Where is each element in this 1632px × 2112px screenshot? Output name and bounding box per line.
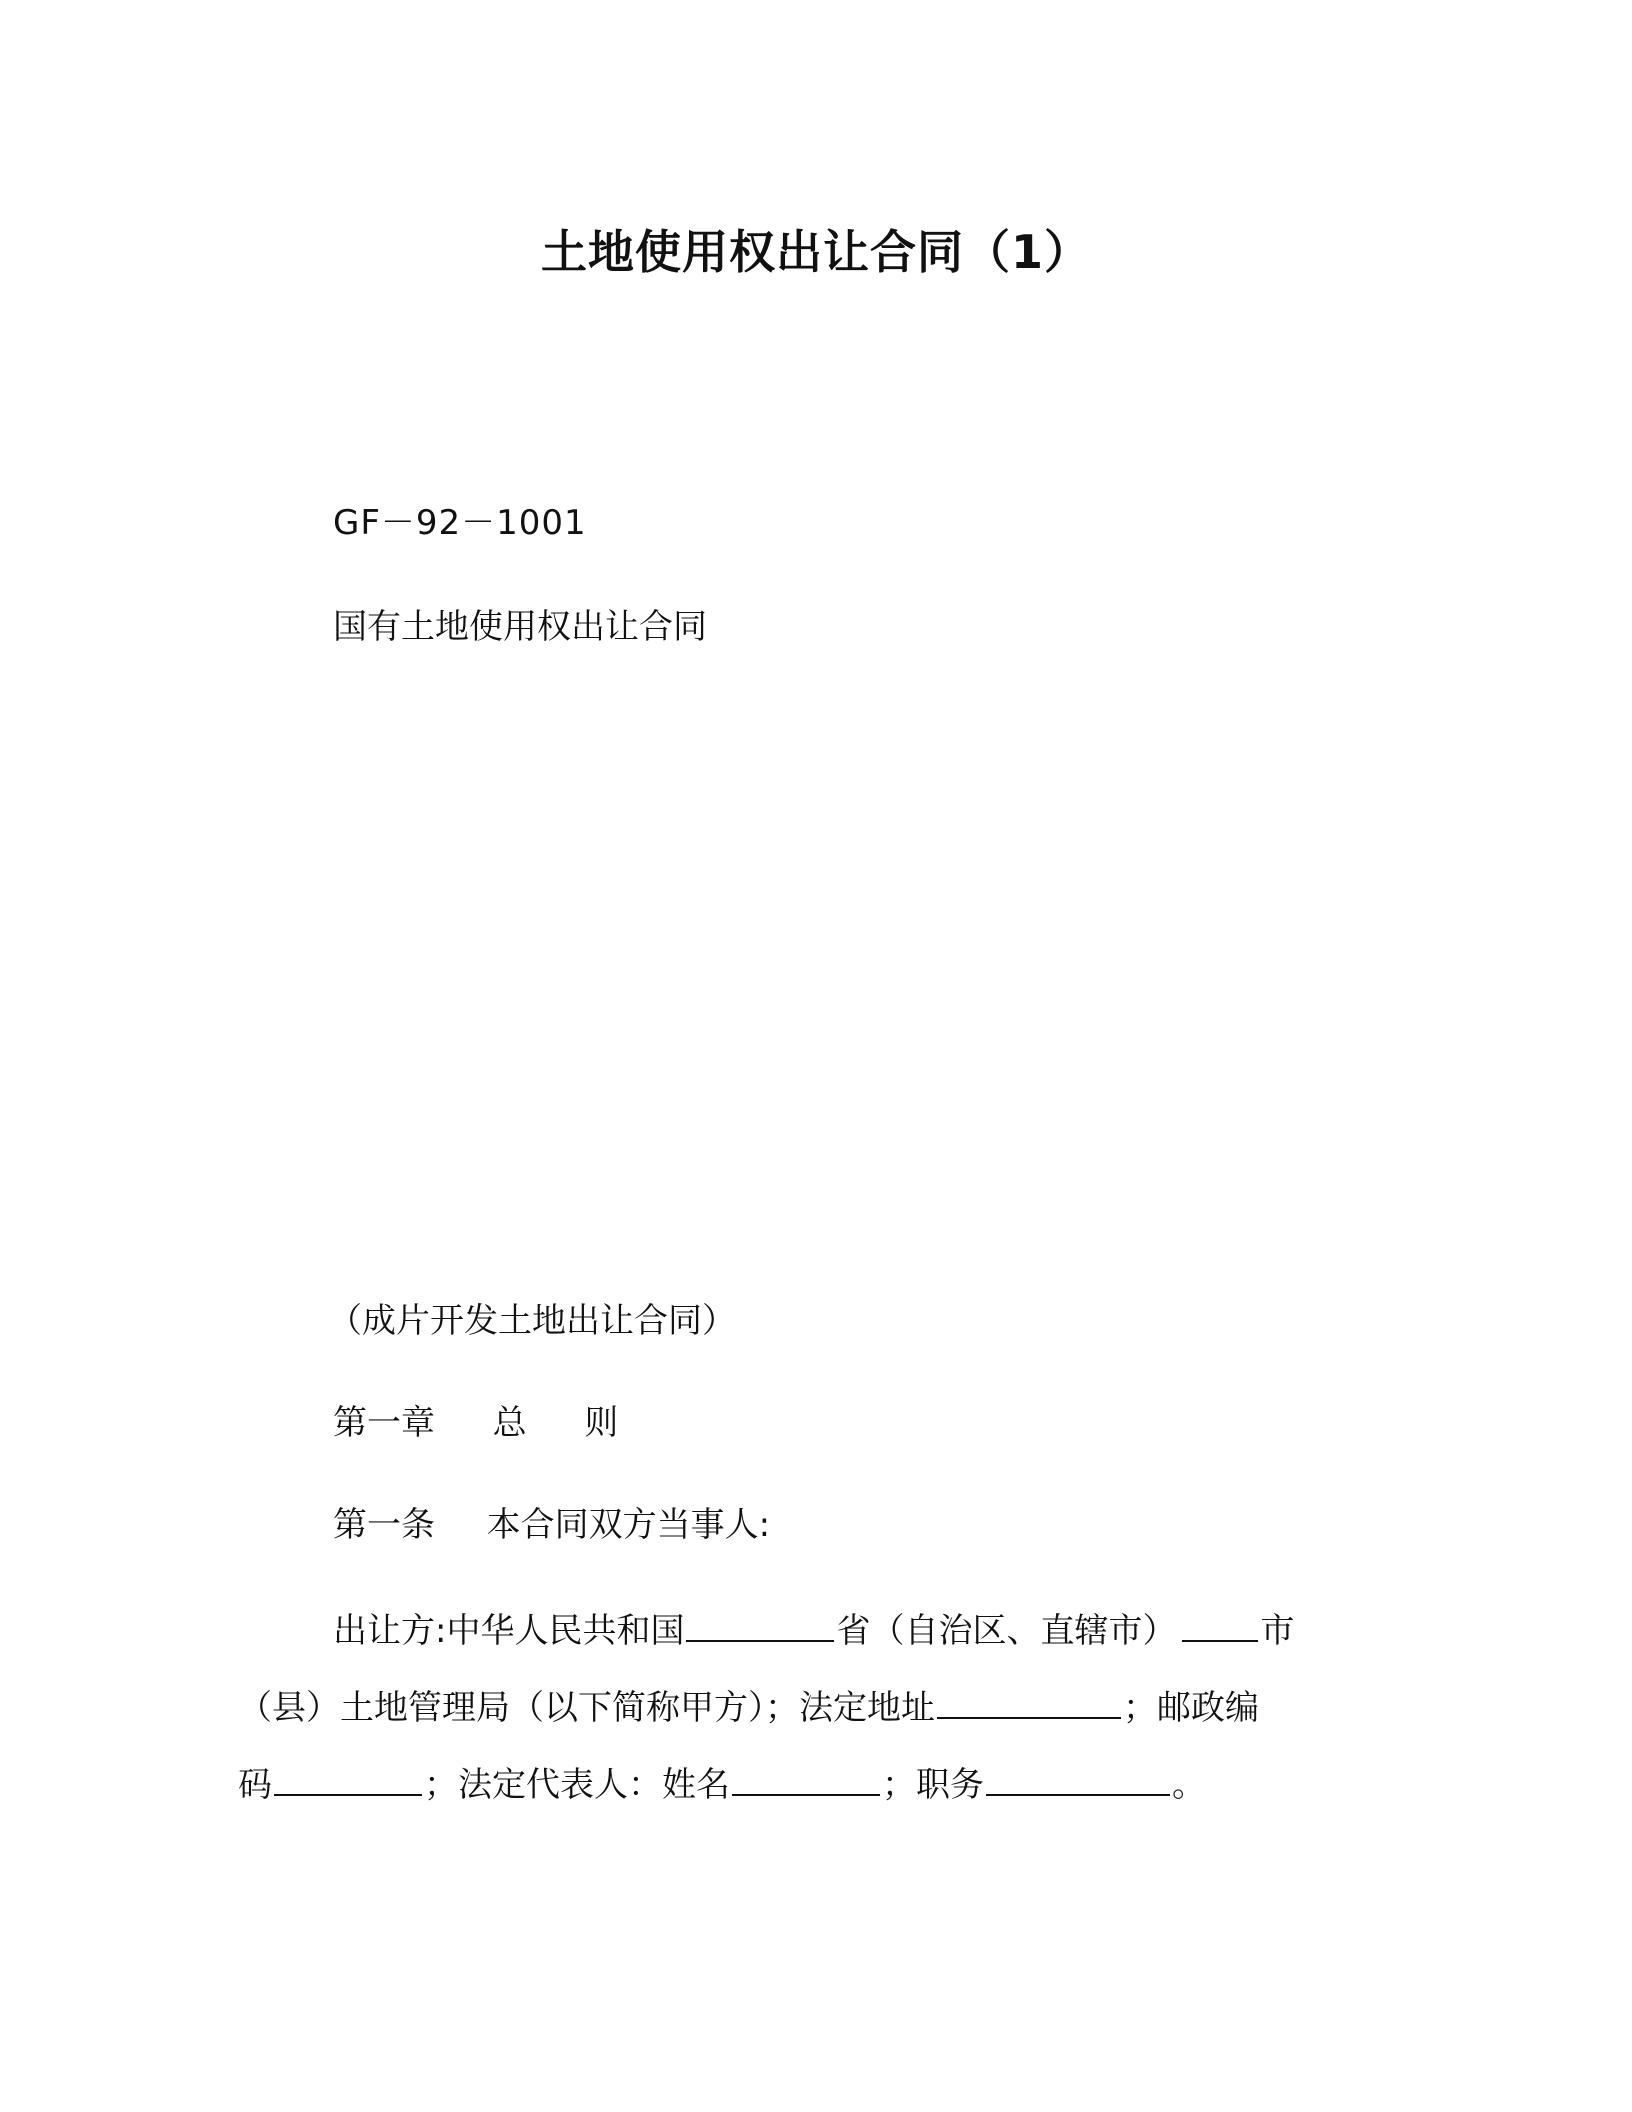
contract-subtitle: 国有土地使用权出让合同 (333, 607, 707, 647)
bureau-text: （县）土地管理局（以下简称甲方）；法定地址 (238, 1688, 935, 1728)
postal-label-b: 码 (238, 1765, 272, 1805)
standard-code: GF－92－1001 (333, 503, 587, 543)
article-heading (333, 1502, 770, 1548)
contract-type-title: （成片开发土地出让合同） (328, 1301, 736, 1341)
name-blank (732, 1758, 880, 1796)
representative-label: ；法定代表人：姓名 (424, 1765, 730, 1805)
city-blank (1182, 1604, 1258, 1642)
sentence-end: 。 (1172, 1765, 1206, 1805)
province-blank (686, 1604, 834, 1642)
chapter-word-2: 则 (584, 1403, 619, 1443)
province-label: 省（自治区、直辖市） (836, 1611, 1177, 1651)
paragraph-line-3 (238, 1758, 1206, 1808)
paragraph-line-2 (238, 1681, 1259, 1731)
article-label: 第一条 (333, 1505, 435, 1545)
transferor-prefix: 出让方:中华人民共和国 (333, 1611, 685, 1651)
chapter-heading (333, 1400, 618, 1446)
article-text: 本合同双方当事人: (486, 1505, 771, 1545)
city-label: 市 (1260, 1611, 1295, 1651)
postal-label-a: ；邮政编 (1123, 1688, 1259, 1728)
address-blank (937, 1681, 1121, 1719)
document-title: 土地使用权出让合同（1） (540, 225, 1091, 279)
position-blank (986, 1758, 1170, 1796)
paragraph-line-1 (333, 1604, 1294, 1654)
chapter-word-1: 总 (492, 1403, 527, 1443)
postal-code-blank (274, 1758, 422, 1796)
chapter-label: 第一章 (333, 1403, 435, 1443)
position-label: ；职务 (882, 1765, 984, 1805)
